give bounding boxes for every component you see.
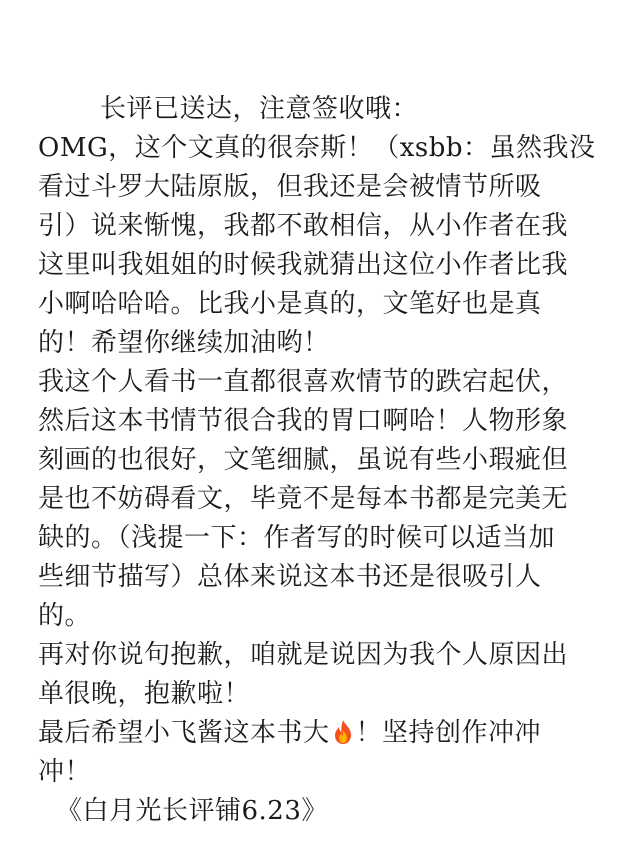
note-line: 我这个人看书一直都很喜欢情节的跌宕起伏， <box>38 367 569 397</box>
note-line: 这里叫我姐姐的时候我就猜出这位小作者比我 <box>38 250 569 280</box>
note-line: 单很晚，抱歉啦！ <box>38 679 251 709</box>
note-line: 看过斗罗大陆原版，但我还是会被情节所吸 <box>38 172 542 202</box>
note-line: 的！希望你继续加油哟！ <box>38 328 330 358</box>
closing-text-after: ！坚持创作冲冲 <box>355 718 542 748</box>
note-line: 再对你说句抱歉，咱就是说因为我个人原因出 <box>38 640 569 670</box>
note-line: 些细节描写）总体来说这本书还是很吸引人 <box>38 562 542 592</box>
note-line: 是也不妨碍看文，毕竟不是每本书都是完美无 <box>38 484 569 514</box>
note-line: 引）说来惭愧，我都不敢相信，从小作者在我 <box>38 211 569 241</box>
note-line: 长评已送达，注意签收哦： <box>100 94 419 124</box>
fire-icon <box>332 718 354 744</box>
signature: 《白月光长评铺6.23》 <box>56 796 328 826</box>
note-line: OMG，这个文真的很奈斯！（xsbb：虽然我没 <box>38 133 596 163</box>
closing-line <box>38 714 610 753</box>
note-line: 刻画的也很好，文笔细腻，虽说有些小瑕疵但 <box>38 445 569 475</box>
closing-line-end: 冲！ <box>38 757 92 787</box>
closing-text-before: 最后希望小飞酱这本书大 <box>38 718 330 748</box>
review-note <box>38 90 610 831</box>
note-line: 缺的。（浅提一下：作者写的时候可以适当加 <box>38 523 556 553</box>
note-line: 小啊哈哈哈。比我小是真的，文笔好也是真 <box>38 289 542 319</box>
note-line: 然后这本书情节很合我的胃口啊哈！人物形象 <box>38 406 569 436</box>
note-line: 的。 <box>38 601 92 631</box>
